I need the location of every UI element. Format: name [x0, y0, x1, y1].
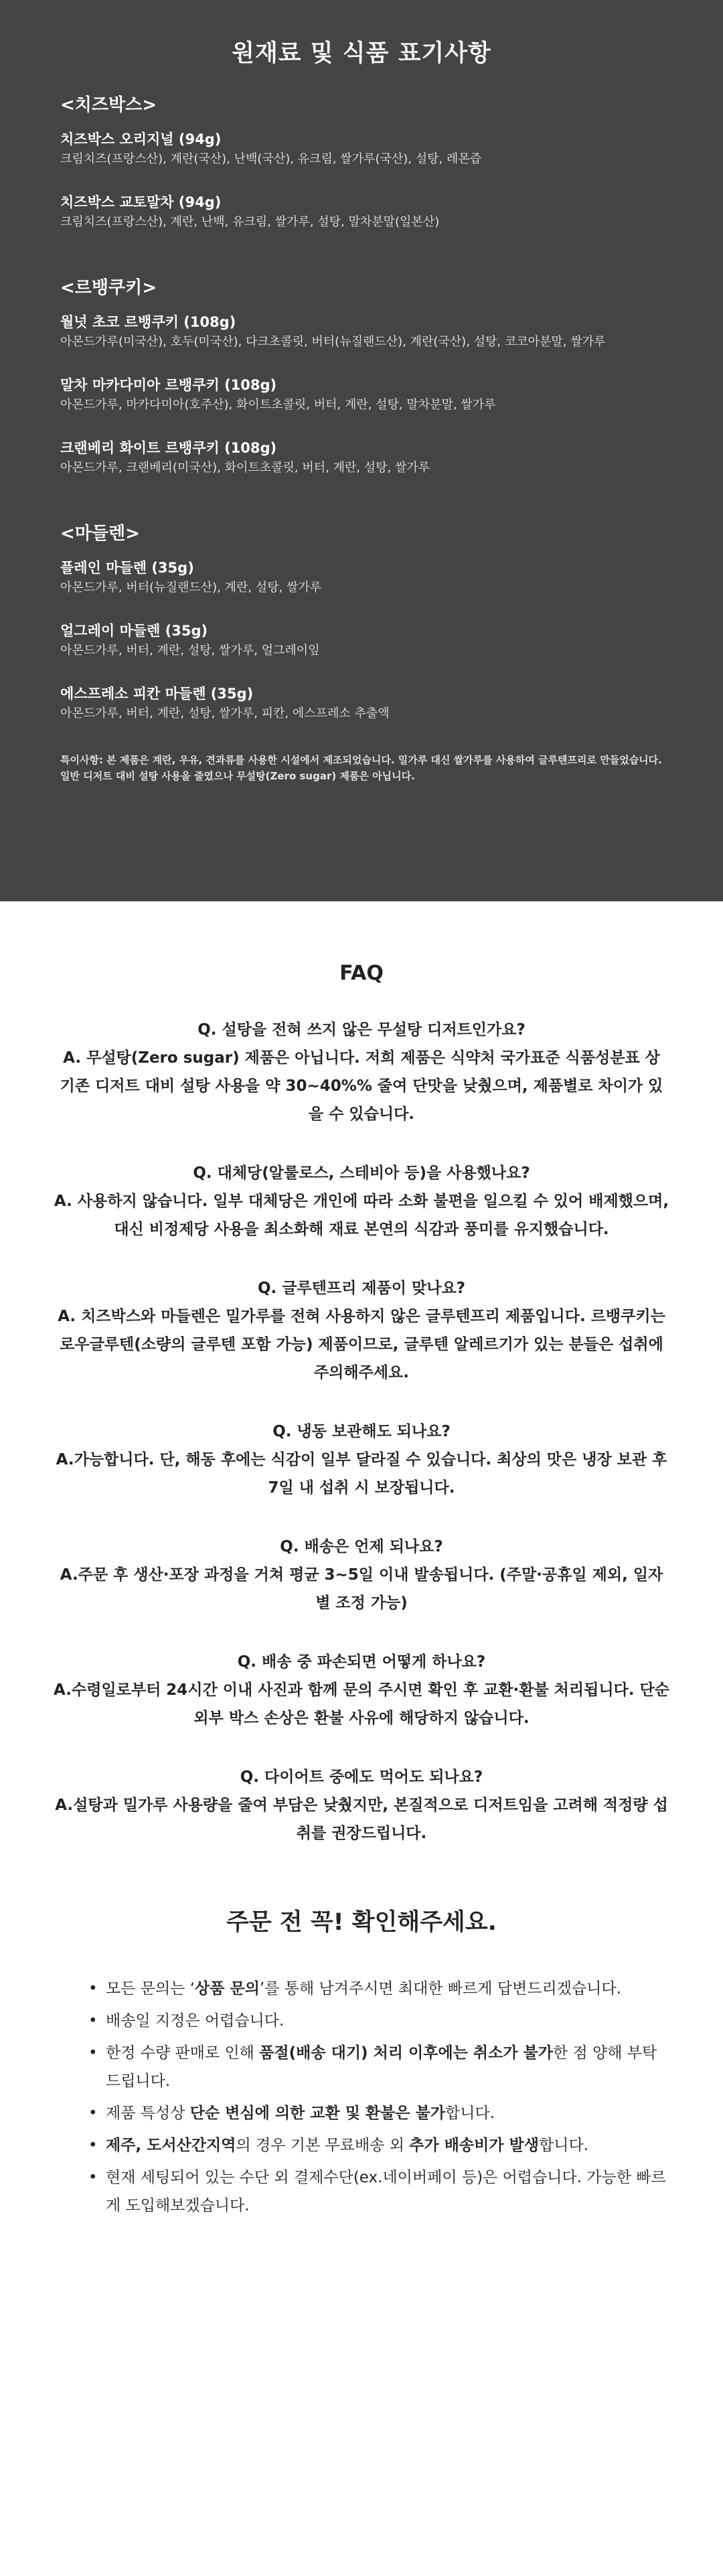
faq-answer: A. 치즈박스와 마들렌은 밀가루를 전혀 사용하지 않은 글루텐프리 제품입니다. 르뱅쿠키는 로우글루텐(소량의 글루텐 포함 가능) 제품이므로, 글루텐 알레르기가 있는 분들은 섭취에 주의해주세요. — [58, 1308, 665, 1381]
checklist-text: 모든 문의는 ‘ — [106, 1980, 195, 1997]
product-ingredients: 아몬드가루, 버터, 계란, 설탕, 쌀가루, 얼그레이잎 — [60, 643, 320, 658]
faq-item — [54, 1763, 669, 1847]
checklist-text: 배송일 지정은 어렵습니다. — [106, 2012, 285, 2030]
product-item — [60, 192, 663, 232]
product-item — [60, 558, 663, 598]
product-item — [60, 621, 663, 661]
product-name: 얼그레이 마들렌 (35g) — [60, 623, 208, 639]
faq-answer: A. 사용하지 않습니다. 일부 대체당은 개인에 따라 소화 불편을 일으킬 수 있어 배제했으며, 대신 비정제당 사용을 최소화해 재료 본연의 식감과 풍미를 유지했습니다. — [54, 1193, 669, 1238]
order-checklist-section — [0, 1878, 723, 2220]
product-item — [60, 312, 663, 352]
product-ingredients: 아몬드가루, 버터(뉴질랜드산), 계란, 설탕, 쌀가루 — [60, 581, 322, 595]
faq-answer: A.수령일로부터 24시간 이내 사진과 함께 문의 주시면 확인 후 교환·환불 처리됩니다. 단순 외부 박스 손상은 환불 사유에 해당하지 않습니다. — [54, 1681, 669, 1727]
faq-item — [54, 1648, 669, 1732]
product-ingredients: 크림치즈(프랑스산), 계란(국산), 난백(국산), 유크림, 쌀가루(국산), 설탕, 레몬즙 — [60, 152, 482, 166]
faq-item — [54, 1533, 669, 1617]
product-name: 에스프레소 피칸 마들렌 (35g) — [60, 686, 254, 702]
checklist-text: 현재 세팅되어 있는 수단 외 결제수단(ex.네이버페이 등)은 어렵습니다. 가능한 빠르게 도입해보겠습니다. — [106, 2169, 666, 2214]
faq-answer: A.주문 후 생산·포장 과정을 거쳐 평균 3~5일 이내 발송됩니다. (주말·공휴일 제외, 일자별 조정 가능) — [60, 1566, 663, 1612]
checklist-text: 한 점 양해 부탁드립니다. — [106, 2044, 657, 2090]
category-title: <르뱅쿠키> — [60, 278, 157, 298]
special-note: 특이사항: 본 제품은 계란, 우유, 견과류를 사용한 시설에서 제조되었습니다. 밀가루 대신 쌀가루를 사용하여 글루텐프리로 만들었습니다. 일반 디저트 대비 설탕 사용을 줄였으나 무설탕(Zero sugar) 제품은 아닙니다. — [60, 754, 662, 782]
faq-answer: A.설탕과 밀가루 사용량을 줄여 부담은 낮췄지만, 본질적으로 디저트임을 고려해 적정량 섭취를 권장드립니다. — [55, 1797, 668, 1842]
ingredients-section — [0, 0, 723, 901]
checklist-item — [88, 2131, 669, 2160]
checklist-text: 한정 수량 판매로 인해 — [106, 2044, 260, 2062]
checklist-item — [88, 2099, 669, 2127]
bullet-icon: • — [88, 2169, 98, 2186]
product-item — [60, 438, 663, 478]
faq-item — [54, 1274, 669, 1387]
product-item — [60, 684, 663, 724]
product-name: 치즈박스 교토말차 (94g) — [60, 194, 222, 210]
checklist-text: 제품 특성상 — [106, 2105, 190, 2122]
checklist-highlight: 제주, 도서산간지역 — [106, 2137, 236, 2154]
bullet-icon: • — [88, 2137, 98, 2154]
product-ingredients: 아몬드가루, 마카다미아(호주산), 화이트초콜릿, 버터, 계란, 설탕, 말차분말, 쌀가루 — [60, 398, 496, 412]
product-item — [60, 129, 663, 169]
faq-question: Q. 대체당(알룰로스, 스테비아 등)을 사용했나요? — [193, 1164, 530, 1182]
checklist-highlight: 추가 배송비가 발생 — [409, 2137, 540, 2154]
faq-item — [54, 1159, 669, 1243]
category-madeleine — [60, 520, 663, 724]
checklist-item — [88, 1975, 669, 2003]
product-name: 플레인 마들렌 (35g) — [60, 560, 194, 576]
product-name: 치즈박스 오리지널 (94g) — [60, 131, 222, 147]
faq-question: Q. 글루텐프리 제품이 맞나요? — [257, 1280, 466, 1297]
faq-section — [0, 901, 723, 1847]
product-name: 크랜베리 화이트 르뱅쿠키 (108g) — [60, 440, 277, 456]
checklist-highlight: 품절(배송 대기) 처리 이후에는 취소가 불가 — [259, 2044, 553, 2062]
product-name: 월넛 초코 르뱅쿠키 (108g) — [60, 314, 236, 330]
product-ingredients: 크림치즈(프랑스산), 계란, 난백, 유크림, 쌀가루, 설탕, 말차분말(일본산) — [60, 215, 440, 229]
checklist-title: 주문 전 꼭! 확인해주세요. — [226, 1909, 497, 1936]
bullet-icon: • — [88, 2105, 98, 2122]
checklist-text: 의 경우 기본 무료배송 외 — [236, 2137, 410, 2154]
product-ingredients: 아몬드가루, 크랜베리(미국산), 화이트초콜릿, 버터, 계란, 설탕, 쌀가루 — [60, 461, 430, 475]
checklist-text: ’를 통해 남겨주시면 최대한 빠르게 답변드리겠습니다. — [259, 1980, 621, 1997]
checklist-item — [88, 2164, 669, 2220]
bullet-icon: • — [88, 2012, 98, 2030]
category-cheesebox — [60, 91, 663, 232]
faq-question: Q. 배송 중 파손되면 어떻게 하나요? — [237, 1653, 486, 1671]
checklist-list — [54, 1975, 669, 2220]
ingredients-title: 원재료 및 식품 표기사항 — [232, 40, 491, 67]
checklist-item — [88, 2039, 669, 2095]
bullet-icon: • — [88, 2044, 98, 2062]
category-levain-cookie — [60, 274, 663, 478]
faq-question: Q. 배송은 언제 되나요? — [280, 1538, 443, 1556]
bullet-icon: • — [88, 1980, 98, 1997]
checklist-text: 합니다. — [539, 2137, 588, 2154]
faq-question: Q. 설탕을 전혀 쓰지 않은 무설탕 디저트인가요? — [197, 1021, 526, 1039]
faq-item — [54, 1418, 669, 1502]
faq-question: Q. 다이어트 중에도 먹어도 되나요? — [240, 1768, 483, 1786]
checklist-text: 합니다. — [445, 2105, 495, 2122]
faq-title: FAQ — [339, 962, 384, 985]
category-title: <마들렌> — [60, 524, 140, 544]
product-ingredients: 아몬드가루, 버터, 계란, 설탕, 쌀가루, 피칸, 에스프레소 추출액 — [60, 706, 390, 721]
checklist-highlight: 상품 문의 — [195, 1980, 260, 1997]
faq-answer: A.가능합니다. 단, 해동 후에는 식감이 일부 달라질 수 있습니다. 최상의 맛은 냉장 보관 후 7일 내 섭취 시 보장됩니다. — [56, 1451, 667, 1497]
category-title: <치즈박스> — [60, 95, 157, 115]
product-ingredients: 아몬드가루(미국산), 호두(미국산), 다크초콜릿, 버터(뉴질랜드산), 계란(국산), 설탕, 코코아분말, 쌀가루 — [60, 335, 606, 349]
faq-answer: A. 무설탕(Zero sugar) 제품은 아닙니다. 저희 제품은 식약처 국가표준 식품성분표 상 기존 디저트 대비 설탕 사용을 약 30~40%% 줄여 단맛을 낮췄으며, 제품별로 차이가 있을 수 있습니다. — [60, 1049, 663, 1123]
checklist-item — [88, 2007, 669, 2035]
product-item — [60, 375, 663, 415]
product-name: 말차 마카다미아 르뱅쿠키 (108g) — [60, 377, 277, 393]
checklist-highlight: 단순 변심에 의한 교환 및 환불은 불가 — [189, 2105, 446, 2122]
faq-item — [54, 1016, 669, 1128]
faq-question: Q. 냉동 보관해도 되나요? — [272, 1423, 451, 1440]
